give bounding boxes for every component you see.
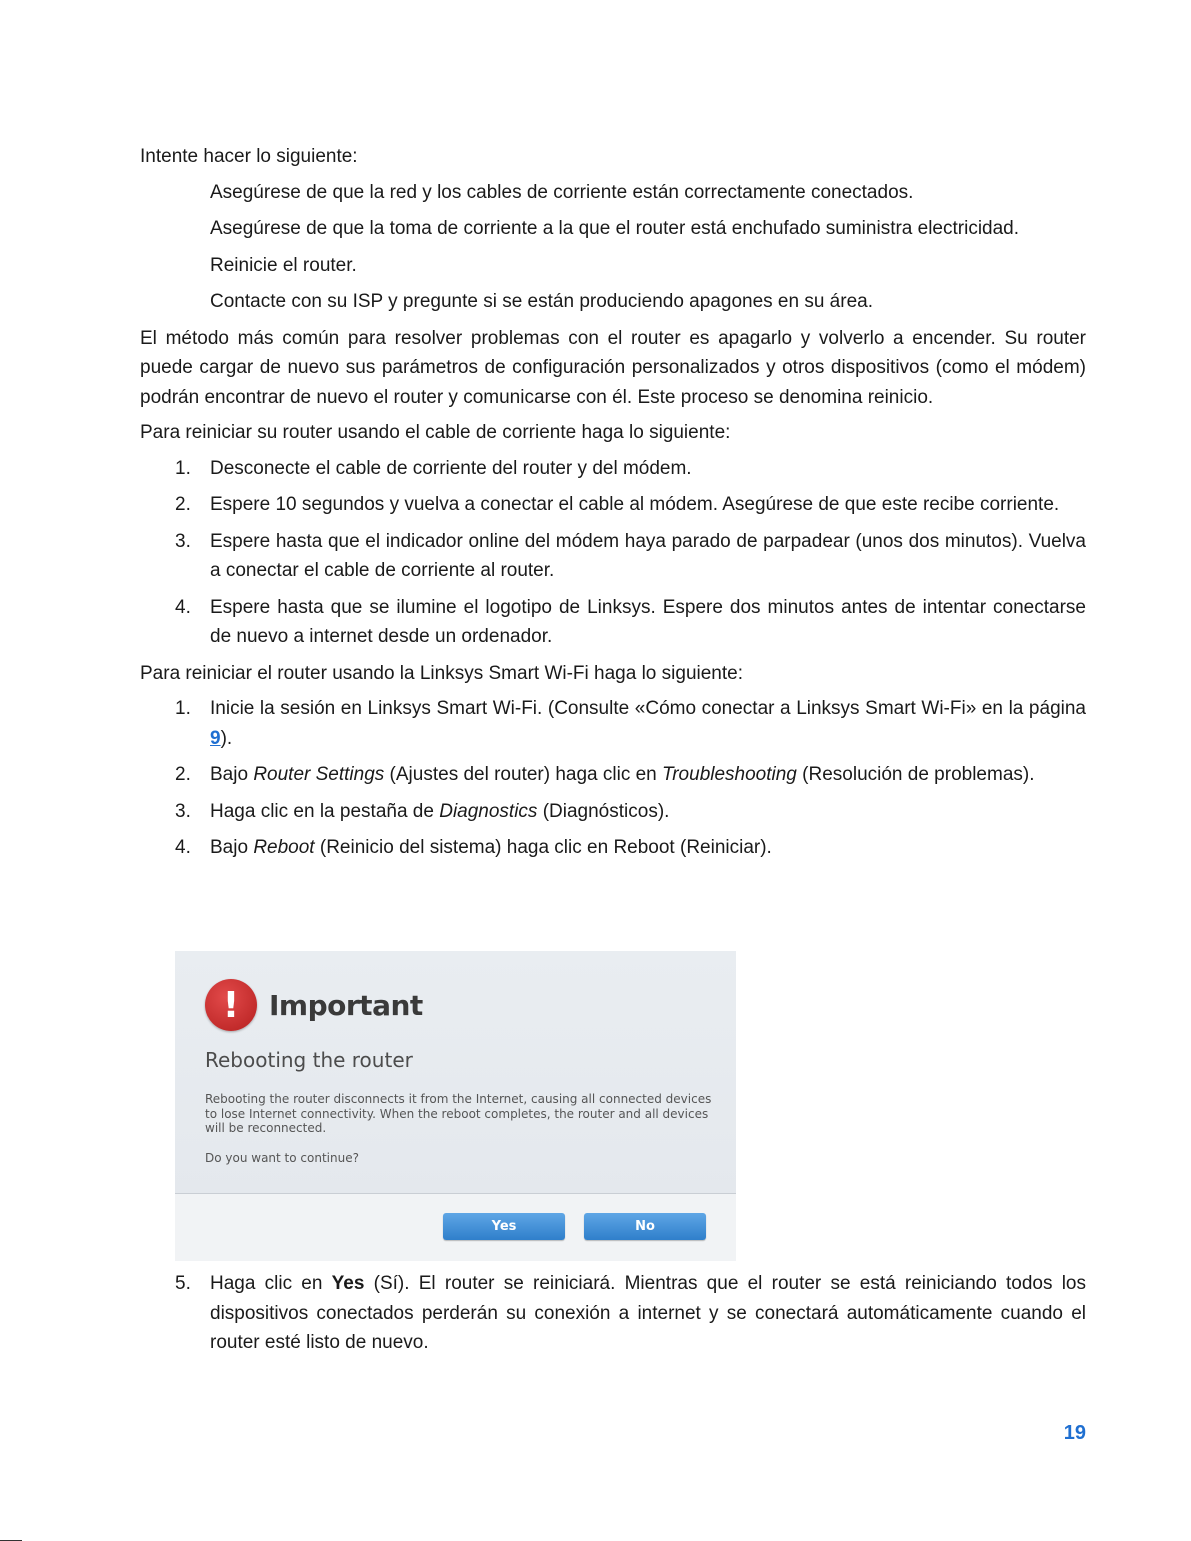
page-link[interactable]: 9: [210, 727, 221, 749]
list-item: [140, 833, 1086, 863]
steps-smart-wifi-continued: [140, 1269, 1086, 1358]
list-item: [140, 490, 1086, 520]
step-number: 2.: [175, 494, 191, 515]
steps-smart-wifi: [140, 694, 1086, 863]
step-text: Bajo: [210, 837, 254, 858]
step-number: 3.: [175, 800, 191, 822]
step-text: (Resolución de problemas).: [796, 764, 1035, 785]
list-item: [140, 797, 1086, 827]
dialog-message: Rebooting the router disconnects it from the Internet, causing all connected devices to lose Internet connectivity. When the reboot completes, the router and all devices will be reconnected.: [205, 1092, 712, 1135]
list-item: [140, 694, 1086, 753]
step-number: 4.: [175, 837, 191, 858]
section-intro-power-cable: Para reiniciar su router usando el cable de corriente haga lo siguiente:: [140, 422, 731, 443]
steps-power-cable: [140, 454, 1086, 652]
step-text: ).: [220, 727, 233, 749]
dialog-footer: [175, 1193, 736, 1261]
step-number: 3.: [175, 530, 191, 552]
step-text: Desconecte el cable de corriente del router y del módem.: [210, 457, 692, 479]
list-item: Asegúrese de que la red y los cables de corriente están correctamente conectados.: [210, 181, 914, 203]
step-text: Espere hasta que se ilumine el logotipo de Linksys. Espere dos minutos antes de intentar conectarse de nuevo a internet desde un ordenador.: [210, 596, 1086, 647]
dialog-question: Do you want to continue?: [205, 1151, 359, 1165]
list-item: [140, 760, 1086, 790]
ui-term: Diagnostics: [439, 800, 538, 822]
step-text: Bajo: [210, 764, 254, 785]
step-number: 1.: [175, 457, 191, 479]
step-text: (Reinicio del sistema) haga clic en Reboot (Reiniciar).: [314, 837, 772, 858]
ui-term: Router Settings: [253, 764, 385, 785]
ui-term: Troubleshooting: [662, 764, 797, 785]
list-item: Contacte con su ISP y pregunte si se están produciendo apagones en su área.: [210, 291, 873, 312]
intro-text: Intente hacer lo siguiente:: [140, 146, 358, 167]
reboot-dialog-screenshot: [175, 951, 736, 1260]
yes-button[interactable]: Yes: [443, 1213, 565, 1240]
list-item: [140, 454, 1086, 484]
section-intro-smart-wifi: Para reiniciar el router usando la Linksys Smart Wi-Fi haga lo siguiente:: [140, 662, 743, 684]
alert-icon: !: [205, 979, 257, 1031]
paragraph-reboot-explanation: El método más común para resolver problemas con el router es apagarlo y volverlo a encender. Su router puede cargar de nuevo sus parámetros de configuración personalizados y otros dispositivos (como el módem) podrán encontrar de nuevo el router y comunicarse con él. Este proceso se denomina reinicio.: [140, 327, 1086, 408]
ui-term: Yes: [331, 1273, 365, 1294]
step-text: (Diagnósticos).: [537, 800, 670, 822]
list-item: Asegúrese de que la toma de corriente a la que el router está enchufado suministra electricidad.: [210, 218, 1020, 239]
list-item: [140, 527, 1086, 586]
step-text: (Ajustes del router) haga clic en: [384, 764, 663, 785]
document-continuation: [140, 1269, 1086, 1365]
no-button[interactable]: No: [584, 1213, 706, 1240]
step-number: 4.: [175, 596, 191, 618]
step-text: (Sí). El router se reiniciará. Mientras que el router se está reiniciando todos los dispositivos conectados perderán su conexión a internet y se conectará automáticamente cuando el router esté listo de nuevo.: [210, 1273, 1086, 1353]
document-body: [140, 142, 1086, 870]
step-text: Haga clic en: [210, 1273, 332, 1294]
step-text: Inicie la sesión en Linksys Smart Wi-Fi. (Consulte «Cómo conectar a Linksys Smart Wi-Fi» en la página: [210, 698, 1086, 719]
step-number: 2.: [175, 764, 191, 785]
step-number: 5.: [175, 1273, 191, 1294]
step-text: Haga clic en la pestaña de: [210, 800, 440, 822]
dialog-subtitle: Rebooting the router: [205, 1048, 413, 1072]
step-text: Espere 10 segundos y vuelva a conectar el cable al módem. Asegúrese de que este recibe corriente.: [210, 494, 1060, 515]
list-item: Reinicie el router.: [210, 254, 357, 276]
ui-term: Reboot: [253, 837, 315, 858]
dialog-title: Important: [269, 988, 423, 1022]
page-number: 19: [1063, 1422, 1086, 1444]
list-item: [140, 593, 1086, 652]
dialog-header: [205, 979, 423, 1031]
step-text: Espere hasta que el indicador online del módem haya parado de parpadear (unos dos minutos). Vuelva a conectar el cable de corriente al router.: [210, 530, 1086, 581]
step-number: 1.: [175, 698, 191, 719]
list-item: [140, 1269, 1086, 1358]
